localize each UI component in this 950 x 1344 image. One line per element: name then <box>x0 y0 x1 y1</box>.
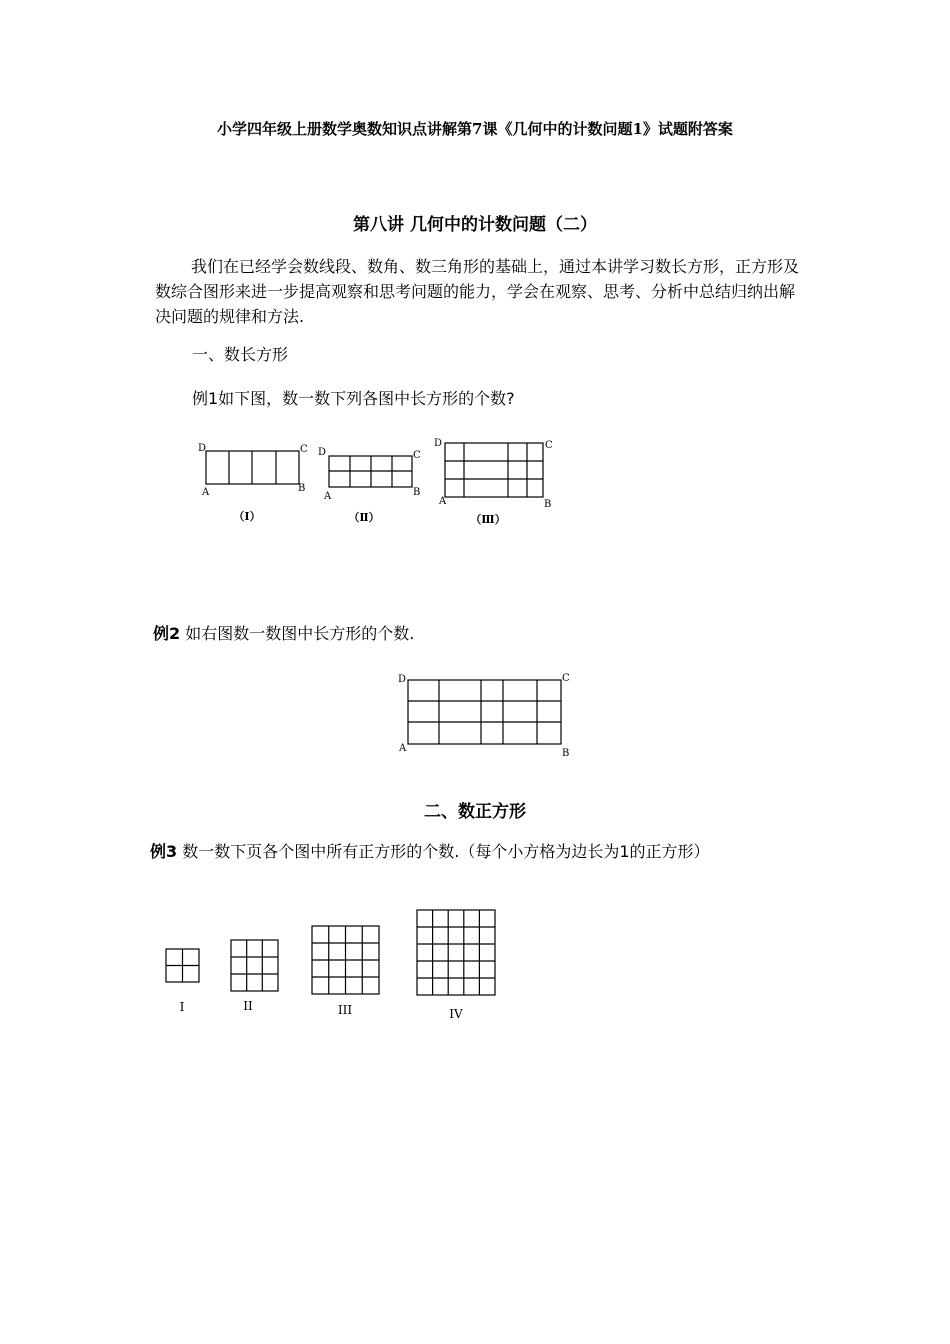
fig1-label-a: A <box>202 487 210 498</box>
ex2-label-d: D <box>398 674 407 685</box>
document-title: 小学四年级上册数学奥数知识点讲解第7课《几何中的计数问题1》试题附答案 <box>217 120 733 138</box>
fig3-label-a: A <box>439 496 447 507</box>
ex3-grid-2 <box>231 940 278 991</box>
fig1-label-d: D <box>198 443 207 454</box>
ex2-label-b: B <box>562 748 570 759</box>
fig3-label-d: D <box>434 438 443 449</box>
example-1-text: 例1如下图，数一数下列各图中长方形的个数? <box>192 389 515 408</box>
ex2-label-a: A <box>399 743 407 754</box>
example-3-label: 例3 <box>150 842 178 861</box>
example-2-label: 例2 <box>153 624 181 643</box>
example-2-body: 如右图数一数图中长方形的个数. <box>180 624 415 643</box>
fig1-label-c: C <box>300 444 308 455</box>
ex1-figure-3 <box>445 443 543 497</box>
example-3-body: 数一数下页各个图中所有正方形的个数.（每个小方格为边长为1的正方形） <box>177 842 710 861</box>
lecture-title: 第八讲 几何中的计数问题（二） <box>353 215 597 235</box>
ex3-caption-1: I <box>179 1000 185 1014</box>
ex3-grid-1 <box>166 949 199 982</box>
ex3-grid-3 <box>312 926 379 994</box>
ex3-caption-2: II <box>243 999 253 1013</box>
fig3-label-b: B <box>544 499 552 510</box>
ex1-figure-2 <box>329 456 412 487</box>
fig2-label-d: D <box>318 447 327 458</box>
ex1-caption-2: （Ⅱ） <box>348 511 380 524</box>
ex2-label-c: C <box>562 673 570 684</box>
fig2-label-a: A <box>324 491 332 502</box>
example-3-text <box>150 840 800 863</box>
ex3-caption-3: III <box>337 1003 353 1017</box>
ex1-caption-1: （Ⅰ） <box>233 510 261 523</box>
ex3-grid-4 <box>417 910 495 995</box>
example-2-text <box>153 621 414 644</box>
fig1-label-b: B <box>298 483 306 494</box>
fig2-label-c: C <box>413 450 421 461</box>
fig3-label-c: C <box>545 440 553 451</box>
ex2-figure <box>408 680 561 744</box>
ex1-figure-1 <box>206 451 299 484</box>
section-heading-rectangles: 一、数长方形 <box>192 345 289 364</box>
ex3-caption-4: IV <box>449 1007 463 1021</box>
ex1-caption-3: （Ⅲ） <box>470 513 506 526</box>
fig2-label-b: B <box>413 487 421 498</box>
section-heading-squares: 二、数正方形 <box>424 802 526 822</box>
intro-paragraph: 我们在已经学会数线段、数角、数三角形的基础上，通过本讲学习数长方形，正方形及数综合图形来进一步提高观察和思考问题的能力，学会在观察、思考、分析中总结归纳出解决问题的规律和方法. <box>155 257 800 326</box>
